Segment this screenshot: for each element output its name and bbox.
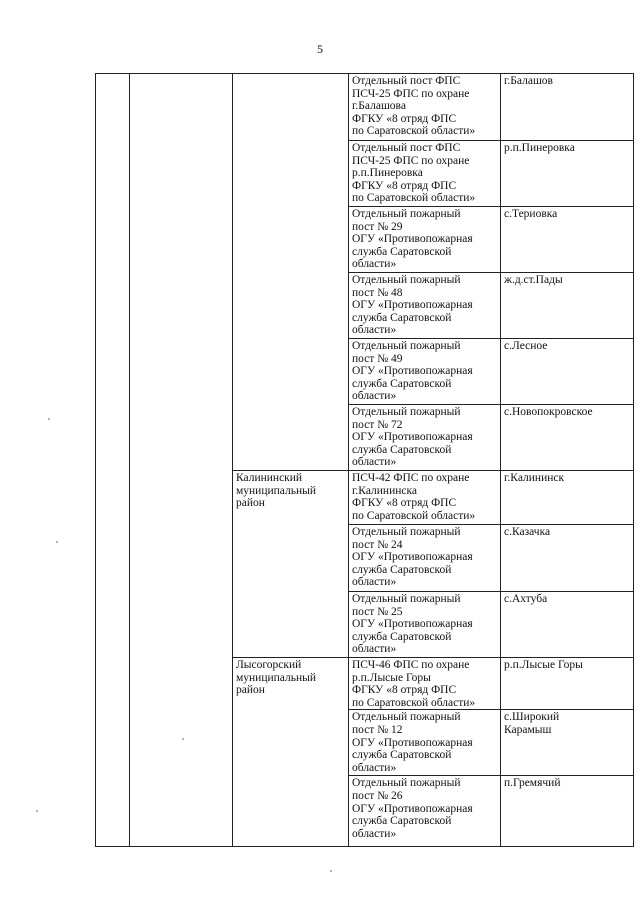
page-number: 5 [317, 42, 323, 56]
unit-cell: Отдельный пост ФПС ПСЧ-25 ФПС по охране г.Балашова ФГКУ «8 отряд ФПС по Саратовской области» [349, 74, 501, 141]
place-cell: с.Казачка [501, 525, 634, 592]
district-cell [233, 74, 349, 471]
scan-speck [36, 810, 38, 812]
scan-speck [330, 870, 332, 872]
scan-speck [56, 541, 58, 543]
unit-cell: Отдельный пожарный пост № 29 ОГУ «Противопожарная служба Саратовской области» [349, 207, 501, 273]
unit-cell: Отдельный пожарный пост № 49 ОГУ «Противопожарная служба Саратовской области» [349, 339, 501, 405]
unit-cell: Отдельный пост ФПС ПСЧ-25 ФПС по охране р.п.Пинеровка ФГКУ «8 отряд ФПС по Саратовской области» [349, 141, 501, 207]
district-cell: Калининский муниципальный район [233, 471, 349, 658]
unit-cell: Отдельный пожарный пост № 25 ОГУ «Противопожарная служба Саратовской области» [349, 592, 501, 658]
place-cell: р.п.Пинеровка [501, 141, 634, 207]
place-cell: г.Балашов [501, 74, 634, 141]
place-cell: р.п.Лысые Горы [501, 658, 634, 710]
place-cell: с.Ахтуба [501, 592, 634, 658]
unit-cell: Отдельный пожарный пост № 12 ОГУ «Противопожарная служба Саратовской области» [349, 710, 501, 776]
unit-cell: Отдельный пожарный пост № 26 ОГУ «Противопожарная служба Саратовской области» [349, 776, 501, 847]
place-cell: с.Лесное [501, 339, 634, 405]
unit-cell: Отдельный пожарный пост № 48 ОГУ «Противопожарная служба Саратовской области» [349, 273, 501, 339]
scan-speck [182, 738, 184, 740]
fire-stations-table [95, 73, 634, 847]
unit-cell: ПСЧ-46 ФПС по охране р.п.Лысые Горы ФГКУ «8 отряд ФПС по Саратовской области» [349, 658, 501, 710]
place-cell: п.Гремячий [501, 776, 634, 847]
district-cell: Лысогорский муниципальный район [233, 658, 349, 847]
unit-cell: Отдельный пожарный пост № 24 ОГУ «Противопожарная служба Саратовской области» [349, 525, 501, 592]
place-cell: с.Териовка [501, 207, 634, 273]
place-cell: с.Новопокровское [501, 405, 634, 471]
table-row [96, 74, 634, 141]
place-cell: с.Широкий Карамыш [501, 710, 634, 776]
scan-speck [48, 418, 50, 420]
column-number-cell [96, 74, 130, 847]
column-region-cell [130, 74, 233, 847]
unit-cell: Отдельный пожарный пост № 72 ОГУ «Противопожарная служба Саратовской области» [349, 405, 501, 471]
place-cell: г.Калининск [501, 471, 634, 525]
unit-cell: ПСЧ-42 ФПС по охране г.Калининска ФГКУ «8 отряд ФПС по Саратовской области» [349, 471, 501, 525]
place-cell: ж.д.ст.Пады [501, 273, 634, 339]
